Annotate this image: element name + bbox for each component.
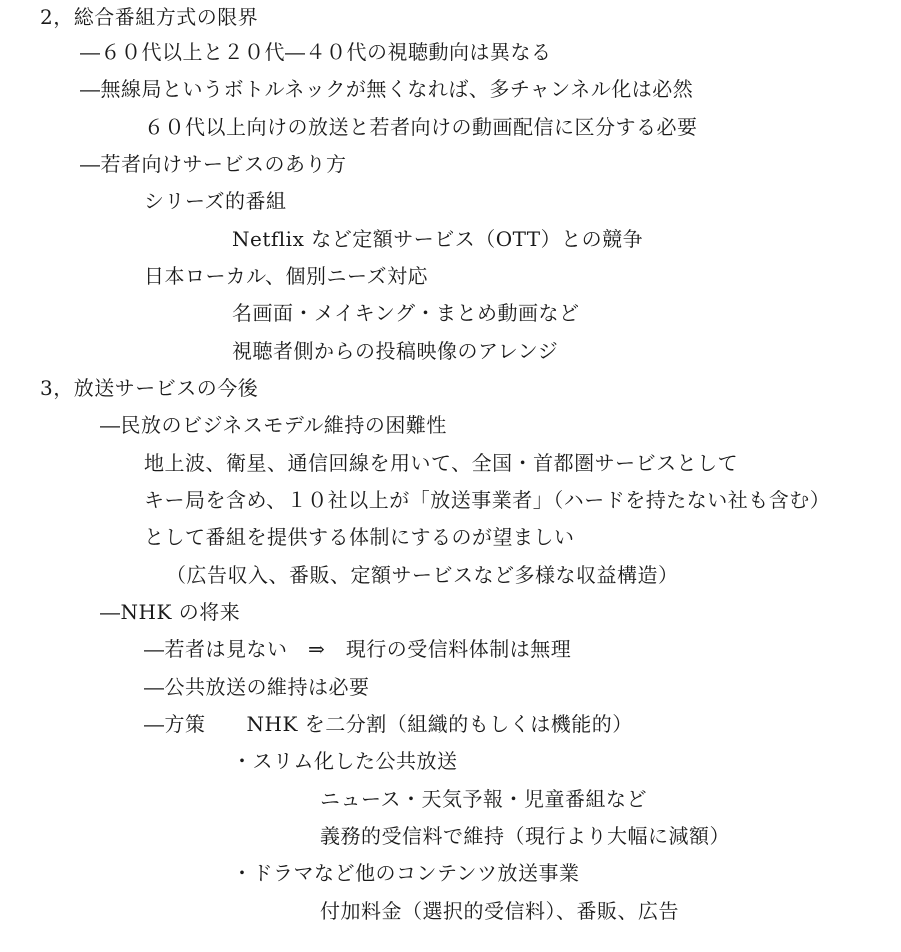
outline-subsubitem: 視聴者側からの投稿映像のアレンジ (232, 339, 559, 363)
section-heading-3: 3，放送サービスの今後 (40, 376, 259, 400)
outline-subitem: キー局を含め、１０社以上が「放送事業者」（ハードを持たない社も含む） (144, 488, 831, 512)
outline-subitem: ―公共放送の維持は必要 (144, 675, 370, 699)
section-heading-2: 2，総合番組方式の限界 (40, 5, 259, 29)
outline-detail: 付加料金（選択的受信料）、番販、広告 (320, 899, 679, 923)
outline-subitem: シリーズ的番組 (144, 189, 287, 213)
outline-subitem: 日本ローカル、個別ニーズ対応 (144, 264, 428, 288)
bullet-item: ・ドラマなど他のコンテンツ放送事業 (232, 861, 580, 885)
outline-detail: 義務的受信料で維持（現行より大幅に減額） (320, 824, 730, 848)
outline-item: ―NHK の将来 (100, 600, 241, 624)
outline-item: ―民放のビジネスモデル維持の困難性 (100, 413, 447, 437)
outline-subitem: ６０代以上向けの放送と若者向けの動画配信に区分する必要 (144, 115, 698, 139)
outline-subitem: ―方策 NHK を二分割（組織的もしくは機能的） (144, 712, 633, 736)
outline-subsubitem: Netflix など定額サービス（OTT）との競争 (232, 227, 644, 251)
outline-subitem: 地上波、衛星、通信回線を用いて、全国・首都圏サービスとして (144, 451, 739, 475)
outline-item: ―若者向けサービスのあり方 (80, 152, 347, 176)
outline-subitem: ―若者は見ない ⇒ 現行の受信料体制は無理 (144, 637, 572, 661)
bullet-item: ・スリム化した公共放送 (232, 749, 458, 773)
outline-subitem: （広告収入、番販、定額サービスなど多様な収益構造） (166, 563, 679, 587)
outline-subitem: として番組を提供する体制にするのが望ましい (144, 525, 575, 549)
outline-item: ―６０代以上と２０代―４０代の視聴動向は異なる (80, 40, 552, 64)
outline-subsubitem: 名画面・メイキング・まとめ動画など (232, 301, 580, 325)
outline-detail: ニュース・天気予報・児童番組など (320, 787, 647, 811)
outline-item: ―無線局というボトルネックが無くなれば、多チャンネル化は必然 (80, 77, 694, 101)
